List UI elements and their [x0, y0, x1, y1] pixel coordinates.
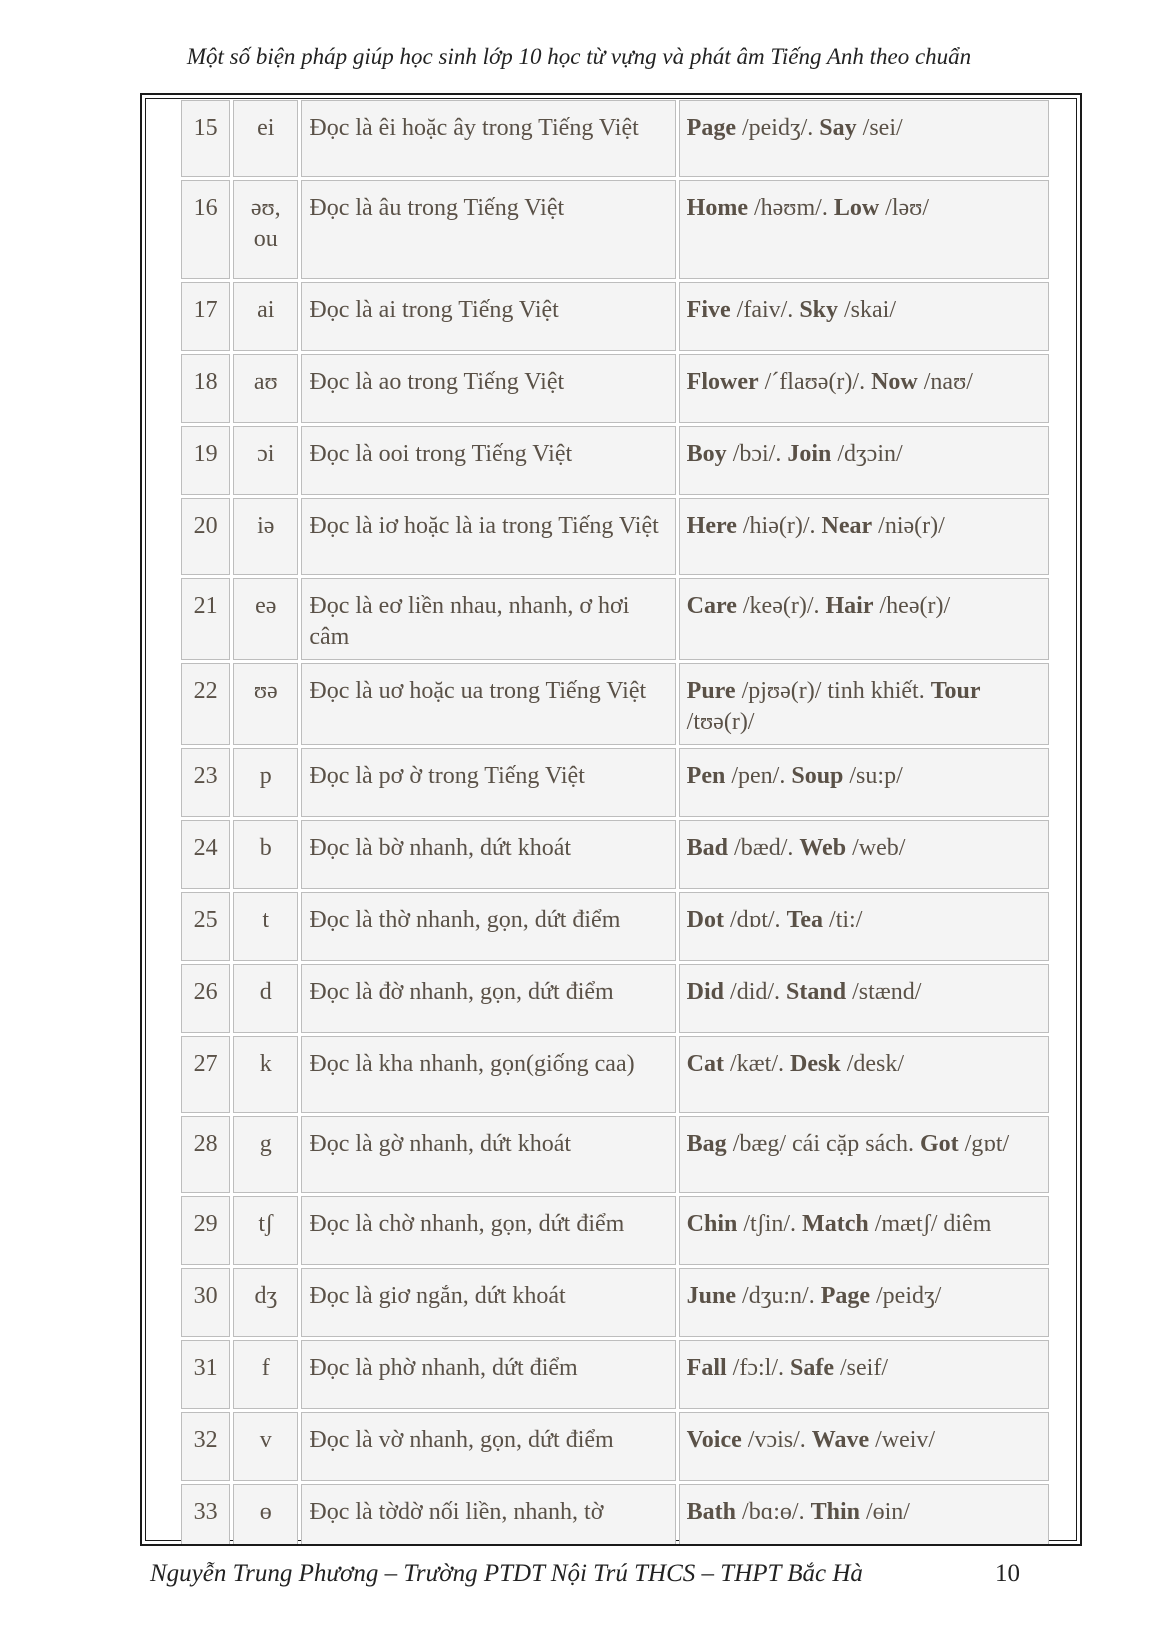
example-transcription: /weiv/ [869, 1427, 936, 1453]
table-row [181, 282, 1049, 351]
row-number-cell: 33 [181, 1484, 230, 1546]
example-word: Bath [686, 1499, 737, 1525]
pronunciation-description-cell: Đọc là giơ ngắn, dứt khoát [301, 1268, 675, 1337]
table-row [181, 354, 1049, 423]
pronunciation-description-cell: Đọc là phờ nhanh, dứt điểm [301, 1340, 675, 1409]
pronunciation-description-cell: Đọc là ooi trong Tiếng Việt [301, 426, 675, 495]
example-transcription: /bɔi/. [726, 441, 788, 467]
table-frame [140, 93, 1082, 1546]
pronunciation-description-cell: Đọc là ai trong Tiếng Việt [301, 282, 675, 351]
example-words-cell [679, 354, 1049, 423]
example-word: Tea [786, 907, 824, 933]
example-word: Page [820, 1283, 870, 1309]
example-words-cell [679, 663, 1049, 745]
table-row [181, 498, 1049, 575]
example-words-cell [679, 1340, 1049, 1409]
example-words-cell [679, 578, 1049, 660]
page-header: Một số biện pháp giúp học sinh lớp 10 học từ vựng và phát âm Tiếng Anh theo chuẩn [186, 44, 972, 69]
table-row [181, 1196, 1049, 1265]
row-number-cell: 30 [181, 1268, 230, 1337]
example-words-cell [679, 892, 1049, 961]
example-word: Tour [930, 678, 981, 704]
example-word: Voice [686, 1427, 742, 1453]
ipa-symbol-cell: tʃ [233, 1196, 298, 1265]
example-word: Stand [786, 979, 847, 1005]
row-number-cell: 16 [181, 180, 230, 279]
example-word: Pen [686, 763, 726, 789]
ipa-symbol-cell: p [233, 748, 298, 817]
row-number-cell: 27 [181, 1036, 230, 1113]
example-transcription: /did/. [724, 979, 787, 1005]
pronunciation-description-cell: Đọc là kha nhanh, gọn(giống caa) [301, 1036, 675, 1113]
example-word: Home [686, 195, 748, 221]
ipa-symbol-cell: eə [233, 578, 298, 660]
example-transcription: /bɑ:ɵ/. [736, 1499, 811, 1525]
example-transcription: /tʃin/. [737, 1211, 803, 1237]
example-transcription: /kæt/. [724, 1051, 791, 1077]
example-transcription: /heə(r)/ [873, 593, 951, 619]
example-word: Cat [686, 1051, 724, 1077]
example-word: Thin [810, 1499, 860, 1525]
ipa-table-body [181, 100, 1049, 1546]
example-transcription: /bæd/. [728, 835, 800, 861]
table-row [181, 748, 1049, 817]
example-word: June [686, 1283, 737, 1309]
row-number-cell: 18 [181, 354, 230, 423]
example-word: Bag [686, 1131, 727, 1157]
example-word: Here [686, 513, 737, 539]
row-number-cell: 19 [181, 426, 230, 495]
table-row [181, 964, 1049, 1033]
row-number-cell: 29 [181, 1196, 230, 1265]
pronunciation-description-cell: Đọc là bờ nhanh, dứt khoát [301, 820, 675, 889]
table-row [181, 1340, 1049, 1409]
example-transcription: /peidʒ/. [735, 115, 820, 141]
example-transcription: /mætʃ/ diêm [868, 1211, 992, 1237]
example-transcription: /ləʊ/ [879, 195, 929, 221]
row-number-cell: 25 [181, 892, 230, 961]
ipa-symbol-cell: b [233, 820, 298, 889]
example-transcription: /hiə(r)/. [736, 513, 822, 539]
example-transcription: /dʒɔin/ [831, 441, 903, 467]
example-transcription: /naʊ/ [917, 369, 973, 395]
pronunciation-description-cell: Đọc là uơ hoặc ua trong Tiếng Việt [301, 663, 675, 745]
example-word: Hair [825, 593, 874, 619]
page-footer: Nguyễn Trung Phương – Trường PTDT Nội Trú THCS – THPT Bắc Hà [150, 1560, 863, 1587]
row-number-cell: 26 [181, 964, 230, 1033]
table-row [181, 892, 1049, 961]
example-word: Chin [686, 1211, 738, 1237]
pronunciation-description-cell: Đọc là vờ nhanh, gọn, dứt điểm [301, 1412, 675, 1481]
example-words-cell [679, 1116, 1049, 1193]
ipa-symbol-cell: ɔi [233, 426, 298, 495]
pronunciation-description-cell: Đọc là pơ ờ trong Tiếng Việt [301, 748, 675, 817]
example-transcription: /su:p/ [843, 763, 903, 789]
example-transcription: /dʒu:n/. [736, 1283, 821, 1309]
pronunciation-description-cell: Đọc là thờ nhanh, gọn, dứt điểm [301, 892, 675, 961]
table-row [181, 1268, 1049, 1337]
example-word: Web [799, 835, 847, 861]
example-transcription: /seif/ [834, 1355, 888, 1381]
ipa-symbol-cell: iə [233, 498, 298, 575]
pronunciation-description-cell: Đọc là êi hoặc ây trong Tiếng Việt [301, 100, 675, 177]
example-word: Low [833, 195, 880, 221]
pronunciation-description-cell: Đọc là gờ nhanh, dứt khoát [301, 1116, 675, 1193]
example-transcription: /web/ [846, 835, 906, 861]
example-transcription: /həʊm/. [747, 195, 834, 221]
example-word: Desk [790, 1051, 841, 1077]
example-transcription: /desk/ [840, 1051, 905, 1077]
example-word: Got [919, 1131, 959, 1157]
pronunciation-description-cell: Đọc là chờ nhanh, gọn, dứt điểm [301, 1196, 675, 1265]
example-transcription: /ɵin/ [859, 1499, 910, 1525]
example-words-cell [679, 1268, 1049, 1337]
example-words-cell [679, 1412, 1049, 1481]
table-row [181, 426, 1049, 495]
row-number-cell: 24 [181, 820, 230, 889]
example-transcription: /ˊflaʊə(r)/. [758, 369, 872, 395]
example-word: Bad [686, 835, 729, 861]
example-word: Wave [811, 1427, 870, 1453]
example-transcription: /peidʒ/ [870, 1283, 942, 1309]
ipa-symbol-cell: ai [233, 282, 298, 351]
table-row [181, 1412, 1049, 1481]
example-transcription: /tʊə(r)/ [686, 709, 755, 735]
ipa-symbol-cell: d [233, 964, 298, 1033]
example-word: Sky [799, 297, 839, 323]
example-transcription: /fɔ:l/. [726, 1355, 790, 1381]
row-number-cell: 23 [181, 748, 230, 817]
pronunciation-description-cell: Đọc là đờ nhanh, gọn, dứt điểm [301, 964, 675, 1033]
example-word: Fall [686, 1355, 727, 1381]
table-row [181, 1116, 1049, 1193]
ipa-symbol-cell: aʊ [233, 354, 298, 423]
example-words-cell [679, 1036, 1049, 1113]
example-word: Say [819, 115, 857, 141]
pronunciation-description-cell: Đọc là tờdờ nối liền, nhanh, tờ [301, 1484, 675, 1546]
example-transcription: /skai/ [838, 297, 897, 323]
table-row [181, 100, 1049, 177]
example-word: Now [871, 369, 918, 395]
example-transcription: /pjʊə(r)/ tinh khiết. [735, 678, 931, 704]
example-words-cell [679, 426, 1049, 495]
example-words-cell [679, 282, 1049, 351]
example-word: Soup [791, 763, 844, 789]
example-transcription: /pen/. [725, 763, 792, 789]
ipa-symbol-cell: əʊ, ou [233, 180, 298, 279]
pronunciation-description-cell: Đọc là iơ hoặc là ia trong Tiếng Việt [301, 498, 675, 575]
example-words-cell [679, 1484, 1049, 1546]
table-row [181, 1036, 1049, 1113]
example-transcription: /ti:/ [823, 907, 863, 933]
page-number: 10 [995, 1560, 1020, 1587]
example-word: Five [686, 297, 731, 323]
row-number-cell: 31 [181, 1340, 230, 1409]
example-word: Match [802, 1211, 869, 1237]
ipa-symbol-cell: f [233, 1340, 298, 1409]
example-word: Page [686, 115, 736, 141]
table-row [181, 180, 1049, 279]
ipa-table [178, 97, 1052, 1546]
row-number-cell: 15 [181, 100, 230, 177]
pronunciation-description-cell: Đọc là eơ liền nhau, nhanh, ơ hơi câm [301, 578, 675, 660]
row-number-cell: 17 [181, 282, 230, 351]
table-row [181, 1484, 1049, 1546]
example-word: Dot [686, 907, 724, 933]
ipa-symbol-cell: k [233, 1036, 298, 1113]
row-number-cell: 32 [181, 1412, 230, 1481]
example-words-cell [679, 180, 1049, 279]
example-transcription: /dɒt/. [724, 907, 787, 933]
example-words-cell [679, 498, 1049, 575]
example-transcription: /keə(r)/. [736, 593, 826, 619]
example-word: Join [787, 441, 832, 467]
example-words-cell [679, 100, 1049, 177]
row-number-cell: 20 [181, 498, 230, 575]
example-words-cell [679, 964, 1049, 1033]
example-word: Safe [790, 1355, 834, 1381]
example-transcription: /faiv/. [730, 297, 800, 323]
example-words-cell [679, 748, 1049, 817]
table-row [181, 578, 1049, 660]
ipa-symbol-cell: ei [233, 100, 298, 177]
row-number-cell: 22 [181, 663, 230, 745]
ipa-symbol-cell: ʊə [233, 663, 298, 745]
pronunciation-description-cell: Đọc là âu trong Tiếng Việt [301, 180, 675, 279]
example-transcription: /vɔis/. [741, 1427, 812, 1453]
pronunciation-description-cell: Đọc là ao trong Tiếng Việt [301, 354, 675, 423]
example-word: Flower [686, 369, 759, 395]
ipa-symbol-cell: ɵ [233, 1484, 298, 1546]
example-transcription: /stænd/ [846, 979, 922, 1005]
table-row [181, 663, 1049, 745]
example-transcription: /gɒt/ [958, 1131, 1010, 1157]
example-words-cell [679, 1196, 1049, 1265]
row-number-cell: 21 [181, 578, 230, 660]
example-word: Pure [686, 678, 736, 704]
example-transcription: /sei/ [856, 115, 903, 141]
example-word: Near [821, 513, 873, 539]
example-words-cell [679, 820, 1049, 889]
ipa-symbol-cell: dʒ [233, 1268, 298, 1337]
table-row [181, 820, 1049, 889]
ipa-symbol-cell: g [233, 1116, 298, 1193]
example-transcription: /niə(r)/ [872, 513, 945, 539]
ipa-symbol-cell: t [233, 892, 298, 961]
example-word: Care [686, 593, 737, 619]
ipa-symbol-cell: v [233, 1412, 298, 1481]
example-word: Boy [686, 441, 727, 467]
example-transcription: /bæg/ cái cặp sách. [726, 1131, 920, 1157]
example-word: Did [686, 979, 725, 1005]
row-number-cell: 28 [181, 1116, 230, 1193]
